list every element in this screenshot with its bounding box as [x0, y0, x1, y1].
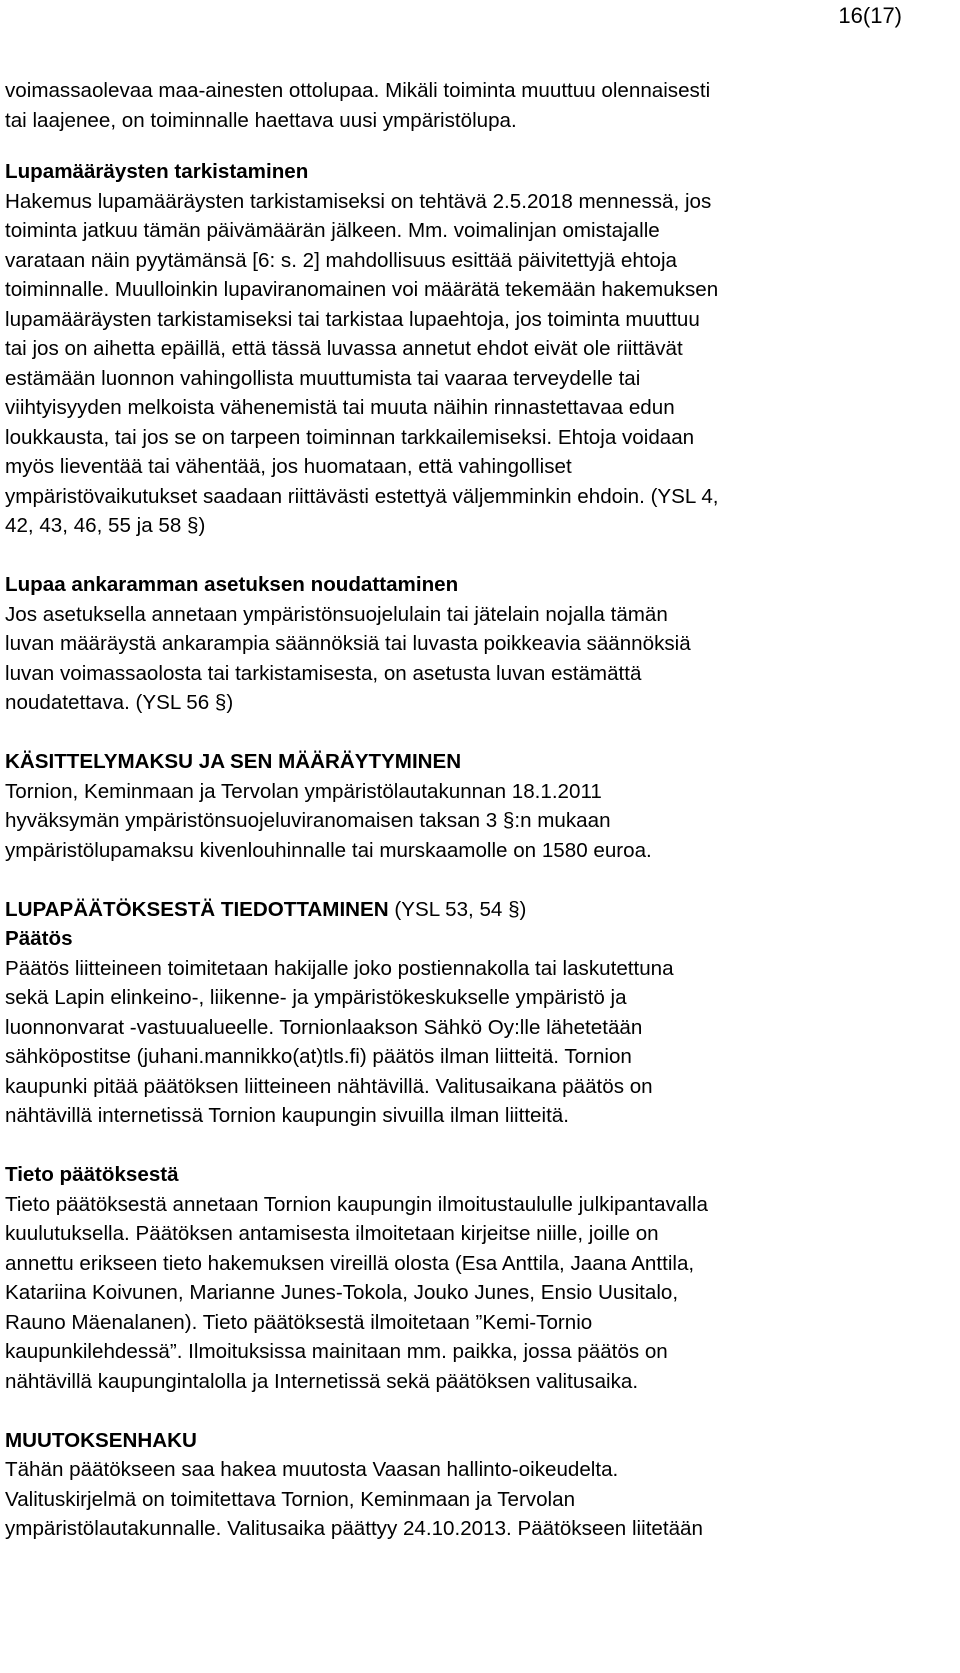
body-line: annettu erikseen tieto hakemuksen vireillä olosta (Esa Anttila, Jaana Anttila,: [5, 1251, 695, 1275]
body-line: Tieto päätöksestä annetaan Tornion kaupungin ilmoitustaululle julkipantavalla: [5, 1192, 708, 1216]
body-line: nähtävillä kaupungintalolla ja Internetissä sekä päätöksen valitusaika.: [5, 1369, 639, 1393]
body-line: luvan voimassaolosta tai tarkistamisesta, on asetusta luvan estämättä: [5, 661, 642, 685]
body-line: Hakemus lupamääräysten tarkistamiseksi on tehtävä 2.5.2018 mennessä, jos: [5, 189, 712, 213]
body-line: kaupunki pitää päätöksen liitteineen nähtävillä. Valitusaikana päätös on: [5, 1074, 653, 1098]
body-line: viihtyisyyden melkoista vähenemistä tai muuta näihin rinnastettavaa edun: [5, 396, 675, 419]
body-line: varataan näin pyytämänsä [6: s. 2] mahdollisuus esittää päivitettyjä ehtoja: [5, 248, 677, 272]
section-heading-stricter-decree: Lupaa ankaramman asetuksen noudattaminen: [5, 573, 459, 596]
body-line: Rauno Mäenalanen). Tieto päätöksestä ilmoitetaan ”Kemi-Tornio: [5, 1310, 593, 1334]
section-heading-decision: Päätös: [5, 927, 73, 950]
body-line: ympäristövaikutukset saadaan riittävästi estettyä väljemminkin ehdoin. (YSL 4,: [5, 484, 719, 508]
body-line: voimassaolevaa maa-ainesten ottolupaa. Mikäli toiminta muuttuu olennaisesti: [5, 79, 711, 102]
body-line: ympäristölupamaksu kivenlouhinnalle tai murskaamolle on 1580 euroa.: [5, 838, 652, 862]
body-line: Päätös liitteineen toimitetaan hakijalle joko postiennakolla tai laskutettuna: [5, 956, 674, 980]
body-line: hyväksymän ympäristönsuojeluviranomaisen taksan 3 §:n mukaan: [5, 809, 611, 832]
body-line: toiminnalle. Muulloinkin lupaviranomainen voi määrätä tekemään hakemuksen: [5, 278, 719, 301]
section-heading-processing-fee: KÄSITTELYMAKSU JA SEN MÄÄRÄYTYMINEN: [5, 750, 462, 773]
body-line: Valituskirjelmä on toimitettava Tornion, Keminmaan ja Tervolan: [5, 1487, 576, 1511]
body-line: loukkausta, tai jos se on tarpeen toiminnan tarkkailemiseksi. Ehtoja voidaan: [5, 425, 695, 449]
body-line: Tornion, Keminmaan ja Tervolan ympäristölautakunnan 18.1.2011: [5, 779, 602, 803]
document-body: [5, 76, 900, 1544]
section-heading-permit-review: Lupamääräysten tarkistaminen: [5, 160, 309, 183]
body-line: sekä Lapin elinkeino-, liikenne- ja ympäristökeskukselle ympäristö ja: [5, 986, 627, 1009]
body-line: kuulutuksella. Päätöksen antamisesta ilmoitetaan kirjeitse niille, joille on: [5, 1222, 659, 1245]
body-line: ympäristölautakunnalle. Valitusaika päättyy 24.10.2013. Päätökseen liitetään: [5, 1517, 703, 1540]
body-line: tai jos on aihetta epäillä, että tässä luvassa annetut ehdot eivät ole riittävät: [5, 337, 683, 360]
body-line: luonnonvarat -vastuualueelle. Tornionlaakson Sähkö Oy:lle lähetetään: [5, 1015, 643, 1039]
body-line: toiminta jatkuu tämän päivämäärän jälkeen. Mm. voimalinjan omistajalle: [5, 219, 660, 242]
body-line: nähtävillä internetissä Tornion kaupungin sivuilla ilman liitteitä.: [5, 1104, 569, 1127]
body-line: Katariina Koivunen, Marianne Junes-Tokola, Jouko Junes, Ensio Uusitalo,: [5, 1281, 679, 1304]
body-line: estämään luonnon vahingollista muuttumista tai vaaraa terveydelle tai: [5, 366, 641, 390]
body-line: myös lieventää tai vähentää, jos huomataan, että vahingolliset: [5, 455, 572, 478]
body-line: Jos asetuksella annetaan ympäristönsuojelulain tai jätelain nojalla tämän: [5, 602, 668, 626]
body-line: tai laajenee, on toiminnalle haettava uusi ympäristölupa.: [5, 108, 517, 132]
section-heading-reference: (YSL 53, 54 §): [388, 897, 527, 921]
body-line: kaupunkilehdessä”. Ilmoituksissa mainitaan mm. paikka, jossa päätös on: [5, 1340, 668, 1363]
section-heading-decision-info: Tieto päätöksestä: [5, 1163, 179, 1186]
body-line: sähköpostitse (juhani.mannikko(at)tls.fi) päätös ilman liitteitä. Tornion: [5, 1045, 632, 1068]
section-heading-decision-notification: [5, 895, 900, 925]
body-line: 42, 43, 46, 55 ja 58 §): [5, 514, 206, 537]
body-line: Tähän päätökseen saa hakea muutosta Vaasan hallinto-oikeudelta.: [5, 1458, 619, 1481]
section-heading-appeal: MUUTOKSENHAKU: [5, 1428, 197, 1452]
section-heading-text: LUPAPÄÄTÖKSESTÄ TIEDOTTAMINEN: [5, 897, 389, 921]
page-number: 16(17): [838, 3, 902, 28]
body-line: luvan määräystä ankarampia säännöksiä tai luvasta poikkeavia säännöksiä: [5, 632, 691, 655]
body-line: lupamääräysten tarkistamiseksi tai tarkistaa lupaehtoja, jos toiminta muuttuu: [5, 307, 700, 331]
body-line: noudatettava. (YSL 56 §): [5, 691, 234, 714]
